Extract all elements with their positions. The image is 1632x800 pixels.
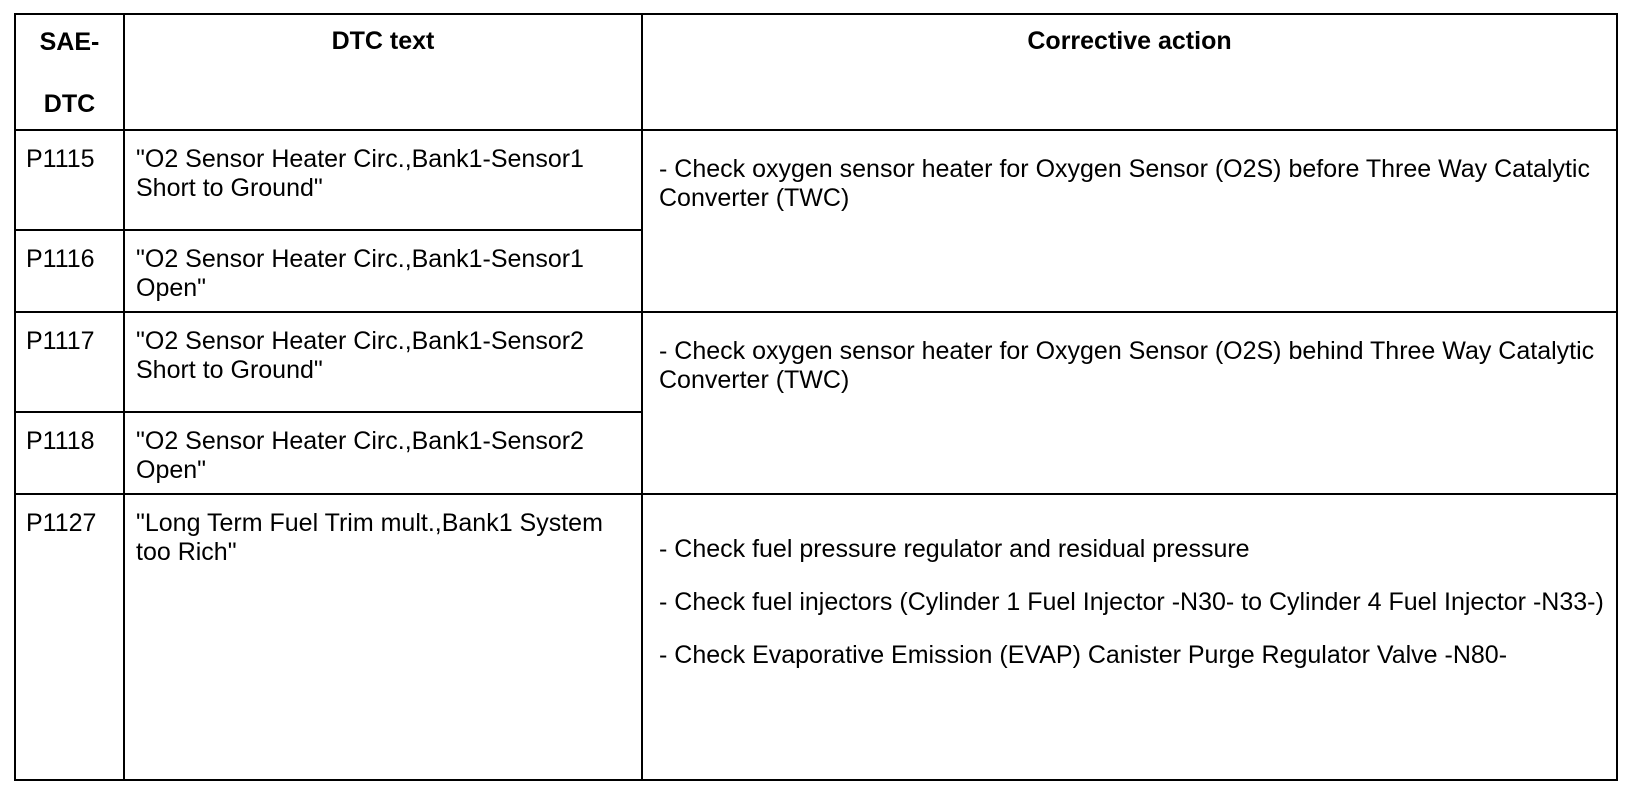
header-dtc-text: DTC text [124, 14, 642, 130]
corrective-action-text: - Check fuel injectors (Cylinder 1 Fuel Injector -N30- to Cylinder 4 Fuel Injector -N33-) [659, 588, 1604, 616]
dtc-text: "O2 Sensor Heater Circ.,Bank1-Sensor2 Short to Ground" [124, 312, 642, 412]
corrective-action-text: - Check oxygen sensor heater for Oxygen Sensor (O2S) before Three Way Catalytic Converter (TWC) [659, 155, 1590, 212]
header-sae-label: SAE- [39, 28, 100, 56]
dtc-code: P1115 [15, 130, 124, 230]
corrective-action-cell [642, 494, 1617, 780]
header-corrective-action: Corrective action [642, 14, 1617, 130]
header-sae-dtc [15, 14, 124, 130]
dtc-code: P1116 [15, 230, 124, 312]
table-row [15, 494, 1617, 780]
corrective-action-cell [642, 130, 1617, 312]
dtc-code: P1118 [15, 412, 124, 494]
dtc-text: "O2 Sensor Heater Circ.,Bank1-Sensor1 Short to Ground" [124, 130, 642, 230]
table-row [15, 312, 1617, 412]
corrective-action-text: - Check Evaporative Emission (EVAP) Canister Purge Regulator Valve -N80- [659, 641, 1508, 669]
dtc-text: "O2 Sensor Heater Circ.,Bank1-Sensor1 Open" [124, 230, 642, 312]
corrective-action-cell [642, 312, 1617, 494]
table-row [15, 130, 1617, 230]
corrective-action-text: - Check oxygen sensor heater for Oxygen Sensor (O2S) behind Three Way Catalytic Converter (TWC) [659, 337, 1595, 394]
dtc-code: P1117 [15, 312, 124, 412]
dtc-text: "O2 Sensor Heater Circ.,Bank1-Sensor2 Open" [124, 412, 642, 494]
dtc-table [14, 13, 1618, 781]
header-row [15, 14, 1617, 130]
dtc-code: P1127 [15, 494, 124, 780]
dtc-text: "Long Term Fuel Trim mult.,Bank1 System too Rich" [124, 494, 642, 780]
corrective-action-text: - Check fuel pressure regulator and residual pressure [659, 535, 1250, 563]
header-dtc-label: DTC [43, 90, 96, 118]
